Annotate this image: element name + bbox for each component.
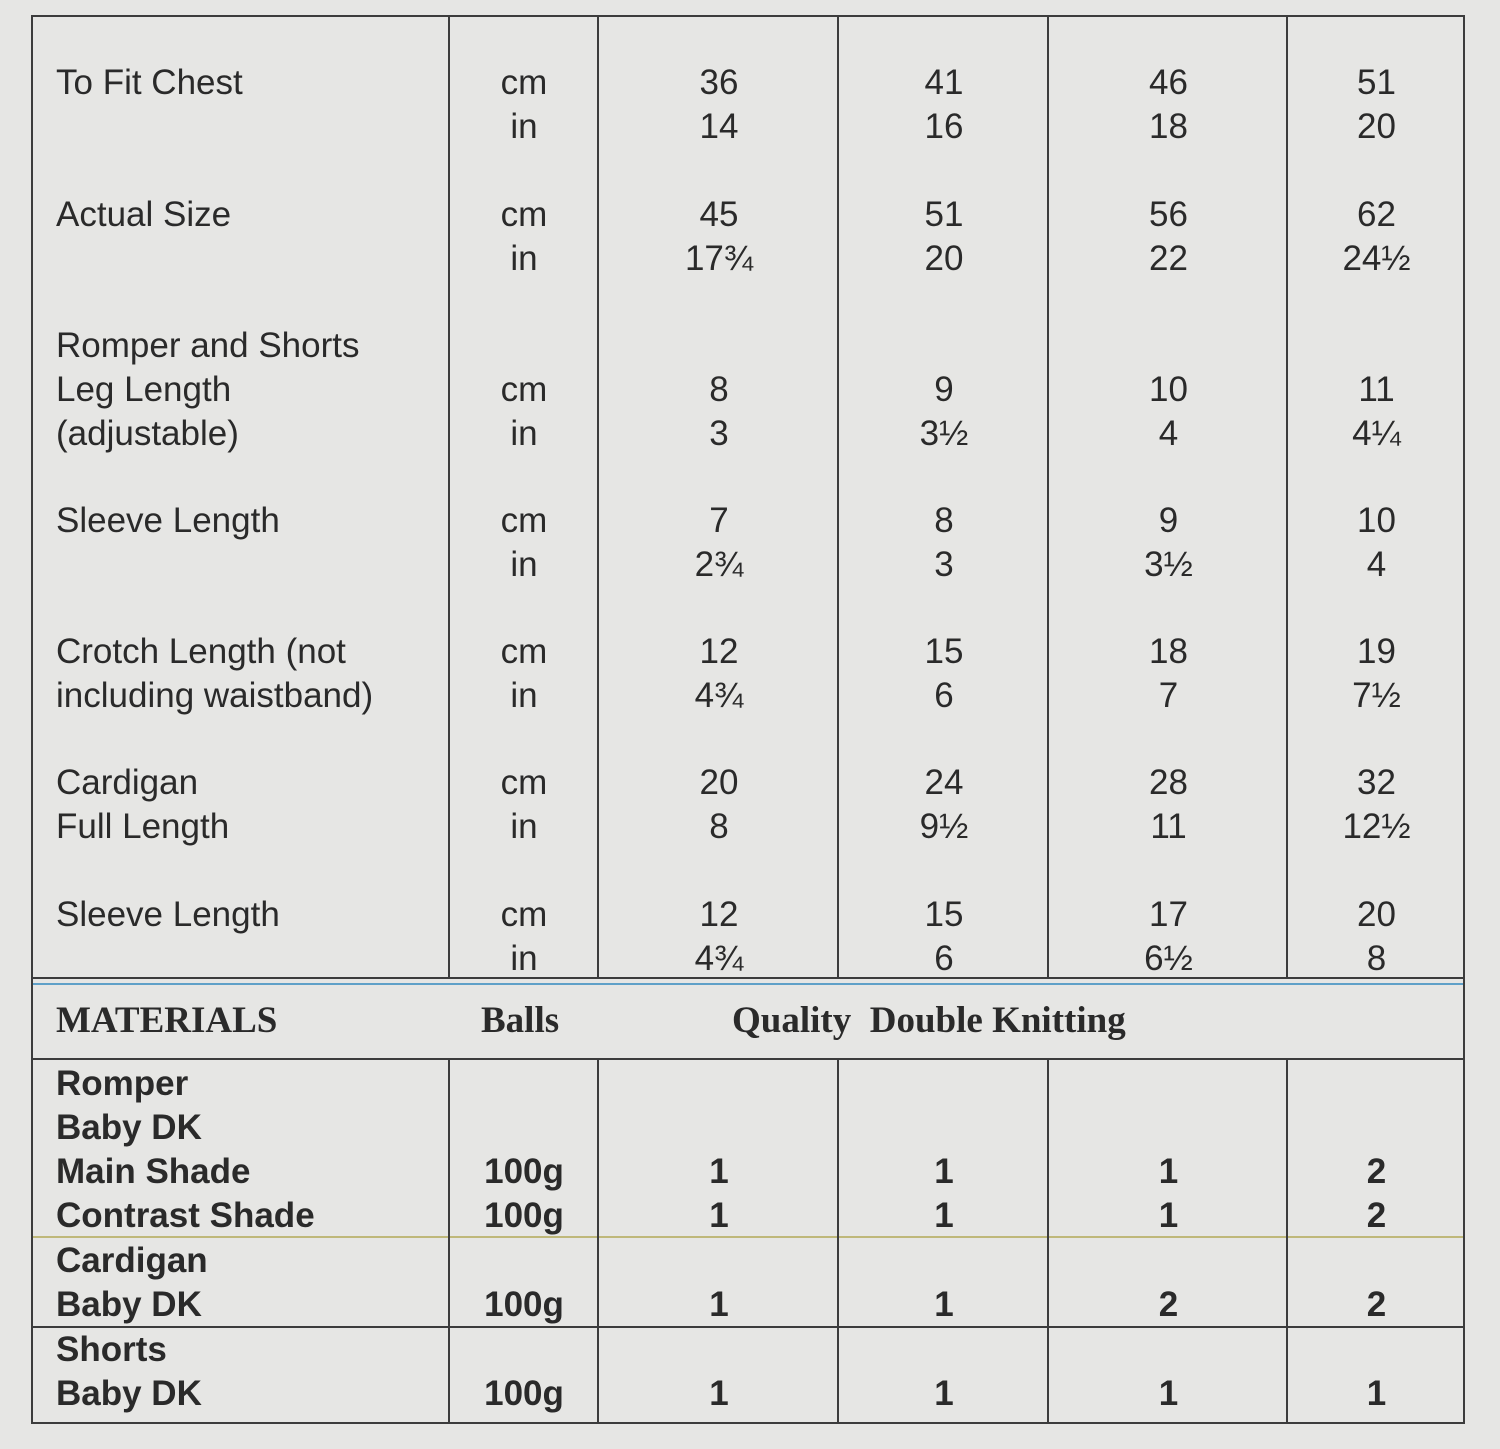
table-top-border (31, 15, 1465, 17)
size-value: 46 18 (1149, 63, 1188, 146)
size-value: 12 4¾ (694, 632, 744, 715)
column-divider (1047, 1058, 1049, 1424)
row-label-sleeve-length: Sleeve Length (56, 501, 280, 540)
size-value: 9 3½ (1144, 501, 1193, 584)
cardigan-materials-label: Cardigan Baby DK (56, 1241, 208, 1324)
ball-weight: 100g (484, 1285, 564, 1324)
size-value: 10 4 (1149, 370, 1188, 453)
size-value: 17 6½ (1144, 895, 1193, 978)
size-value: 36 14 (699, 63, 739, 146)
ball-count: 1 (1158, 1374, 1179, 1413)
row-label-crotch-length: Crotch Length (not including waistband) (56, 632, 374, 715)
size-value: 32 12½ (1342, 763, 1411, 846)
ball-count: 1 (934, 1374, 954, 1413)
ball-count: 2 2 (1366, 1152, 1387, 1235)
ball-count: 1 1 (1158, 1152, 1179, 1235)
unit-cell: cm in (500, 895, 548, 978)
size-value: 62 24½ (1342, 195, 1411, 278)
unit-cell: cm in (500, 501, 548, 584)
size-value: 12 4¾ (694, 895, 744, 978)
materials-title: MATERIALS (56, 1000, 278, 1041)
unit-cell: cm in (500, 370, 548, 453)
unit-cell: cm in (500, 632, 548, 715)
size-value: 7 2¾ (694, 501, 744, 584)
row-label-cardigan-full-length: Cardigan Full Length (56, 763, 230, 846)
row-label-leg-length: Romper and Shorts Leg Length (adjustable) (56, 326, 360, 453)
size-value: 24 9½ (919, 763, 969, 846)
size-value: 20 8 (1357, 895, 1396, 978)
size-value: 15 6 (924, 632, 964, 715)
materials-header-border (31, 1058, 1465, 1060)
column-divider (837, 1058, 839, 1424)
romper-materials-label: Romper Baby DK Main Shade Contrast Shade (56, 1064, 315, 1235)
size-value: 19 7½ (1352, 632, 1401, 715)
ball-weight: 100g (484, 1374, 564, 1413)
size-value: 9 3½ (919, 370, 969, 453)
ball-count: 1 (934, 1285, 954, 1324)
column-divider (448, 1058, 450, 1424)
materials-top-border (31, 983, 1465, 985)
size-value: 10 4 (1357, 501, 1396, 584)
size-value: 18 7 (1149, 632, 1188, 715)
ball-count: 2 (1158, 1285, 1179, 1324)
size-value: 56 22 (1149, 195, 1188, 278)
shorts-materials-label: Shorts Baby DK (56, 1330, 202, 1413)
balls-header: Balls (481, 1000, 560, 1041)
size-value: 41 16 (924, 63, 964, 146)
size-value: 28 11 (1149, 763, 1188, 846)
row-label-cardigan-sleeve-length: Sleeve Length (56, 895, 280, 934)
table-bottom-border (31, 1422, 1465, 1424)
size-value: 45 17¾ (684, 195, 754, 278)
column-divider (597, 1058, 599, 1424)
size-value: 8 3 (934, 501, 954, 584)
size-value: 20 8 (699, 763, 739, 846)
ball-count: 1 1 (709, 1152, 729, 1235)
size-value: 51 20 (1357, 63, 1396, 146)
row-label-actual-size: Actual Size (56, 195, 232, 234)
size-value: 11 4¼ (1352, 370, 1401, 453)
size-value: 15 6 (924, 895, 964, 978)
table-left-border (31, 15, 33, 1424)
ball-count: 2 (1366, 1285, 1387, 1324)
ball-count: 1 1 (934, 1152, 954, 1235)
ball-weight: 100g 100g (484, 1152, 564, 1235)
ball-count: 1 (709, 1285, 729, 1324)
ball-count: 1 (709, 1374, 729, 1413)
unit-cell: cm in (500, 195, 548, 278)
size-value: 51 20 (924, 195, 964, 278)
column-divider (1286, 1058, 1288, 1424)
ball-count: 1 (1366, 1374, 1387, 1413)
size-value: 8 3 (709, 370, 729, 453)
unit-cell: cm in (500, 763, 548, 846)
unit-cell: cm in (500, 63, 548, 146)
row-label-to-fit-chest: To Fit Chest (56, 63, 243, 102)
quality-header: Quality Double Knitting (732, 1000, 1126, 1041)
